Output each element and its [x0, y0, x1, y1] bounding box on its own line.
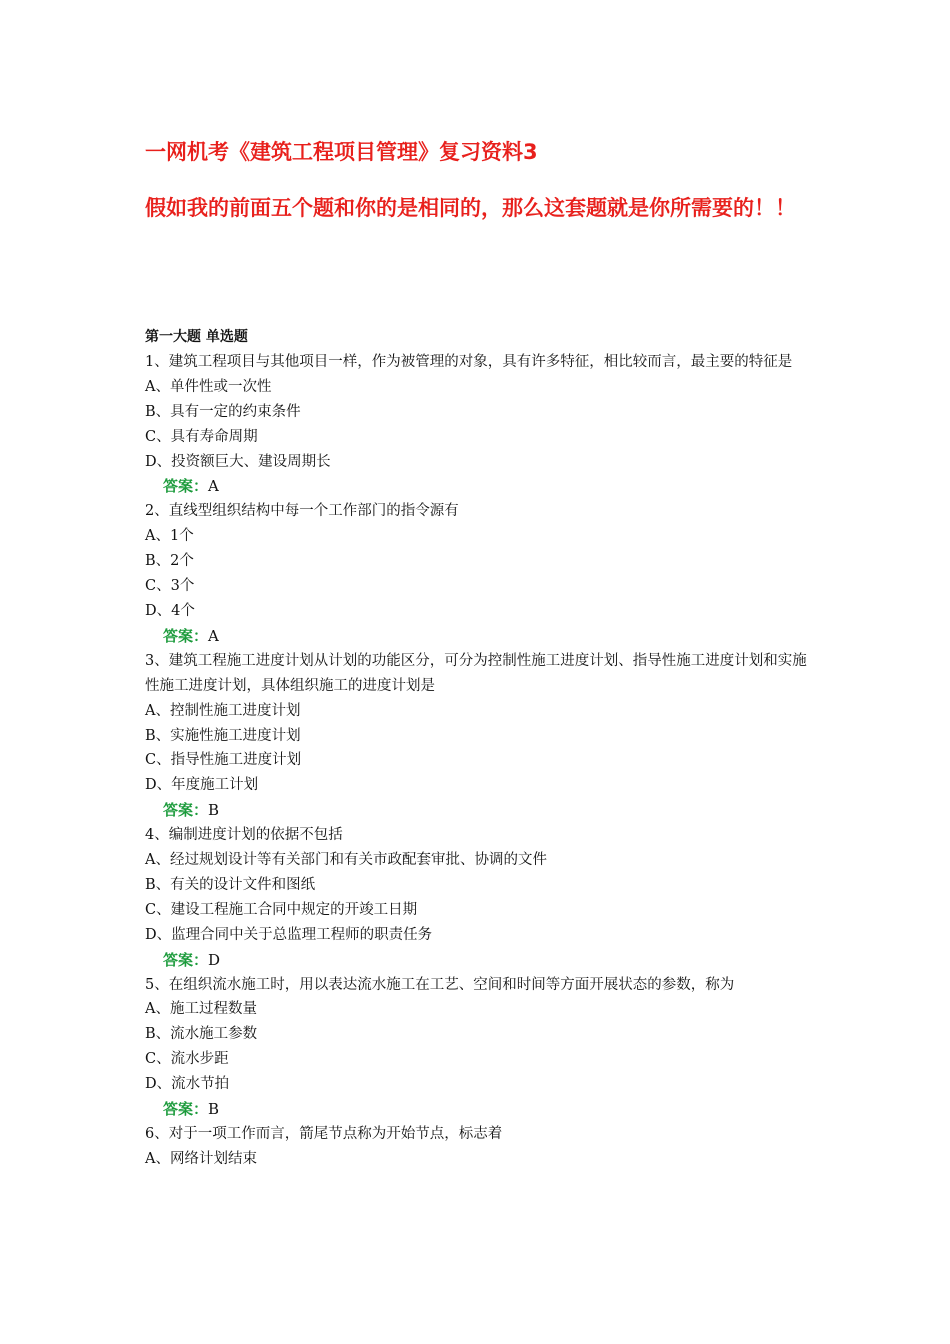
answer-option: C、具有寿命周期 — [145, 428, 258, 445]
answer-option: D、投资额巨大、建设周期长 — [145, 453, 331, 470]
answer-label: 答案： — [163, 801, 209, 820]
question-text: 4、编制进度计划的依据不包括 — [145, 827, 343, 844]
answer-line — [145, 474, 815, 499]
answer-option: A、1个 — [145, 528, 194, 545]
answer-option: D、流水节拍 — [145, 1076, 230, 1093]
answer-option: C、建设工程施工合同中规定的开竣工日期 — [145, 901, 418, 918]
answer-option: B、2个 — [145, 553, 194, 570]
answer-option: D、监理合同中关于总监理工程师的职责任务 — [145, 926, 433, 943]
answer-option: C、3个 — [145, 578, 195, 595]
answer-option: B、实施性施工进度计划 — [145, 727, 301, 744]
answer-option: A、网络计划结束 — [145, 1150, 257, 1167]
answer-option: A、施工过程数量 — [145, 1001, 257, 1018]
question-item — [145, 973, 815, 1122]
answer-option: D、年度施工计划 — [145, 777, 259, 794]
answer-option: C、指导性施工进度计划 — [145, 752, 302, 769]
question-item — [145, 649, 815, 823]
answer-label: 答案： — [163, 626, 209, 645]
question-text: 3、建筑工程施工进度计划从计划的功能区分，可分为控制性施工进度计划、指导性施工进度计划和实施性施工进度计划，具体组织施工的进度计划是 — [145, 652, 807, 694]
answer-label: 答案： — [163, 477, 209, 496]
question-text: 6、对于一项工作而言，箭尾节点称为开始节点，标志着 — [145, 1126, 503, 1142]
answer-option: A、单件性或一次性 — [145, 378, 272, 395]
question-item — [145, 350, 815, 499]
answer-option: B、具有一定的约束条件 — [145, 403, 301, 420]
answer-line — [145, 948, 815, 973]
document-subtitle: 假如我的前面五个题和你的是相同的，那么这套题就是你所需要的！！ — [145, 196, 796, 220]
question-content — [145, 325, 815, 1172]
answer-value: A — [208, 477, 219, 496]
answer-value: B — [208, 1100, 220, 1119]
answer-option: D、4个 — [145, 602, 195, 619]
answer-option: A、控制性施工进度计划 — [145, 702, 301, 719]
answer-option: B、有关的设计文件和图纸 — [145, 876, 316, 893]
answer-value: D — [208, 950, 221, 969]
answer-label: 答案： — [163, 1100, 209, 1119]
question-text: 5、在组织流水施工时，用以表达流水施工在工艺、空间和时间等方面开展状态的参数，称为 — [145, 976, 735, 993]
answer-line — [145, 798, 815, 823]
question-text: 1、建筑工程项目与其他项目一样，作为被管理的对象，具有许多特征，相比较而言，最主要的特征是 — [145, 353, 793, 370]
answer-label: 答案： — [163, 950, 209, 969]
answer-option: A、经过规划设计等有关部门和有关市政配套审批、协调的文件 — [145, 852, 547, 869]
question-item — [145, 823, 815, 972]
answer-line — [145, 624, 815, 649]
question-text: 2、直线型组织结构中每一个工作部门的指令源有 — [145, 503, 459, 520]
answer-value: A — [208, 626, 219, 645]
question-item — [145, 499, 815, 648]
question-list — [145, 350, 815, 1172]
question-item — [145, 1122, 815, 1172]
answer-option: B、流水施工参数 — [145, 1026, 258, 1043]
answer-line — [145, 1097, 815, 1122]
answer-value: B — [208, 801, 220, 820]
document-title: 一网机考《建筑工程项目管理》复习资料3 — [145, 140, 538, 164]
answer-option: C、流水步距 — [145, 1051, 229, 1068]
section-heading: 第一大题 单选题 — [145, 329, 248, 345]
